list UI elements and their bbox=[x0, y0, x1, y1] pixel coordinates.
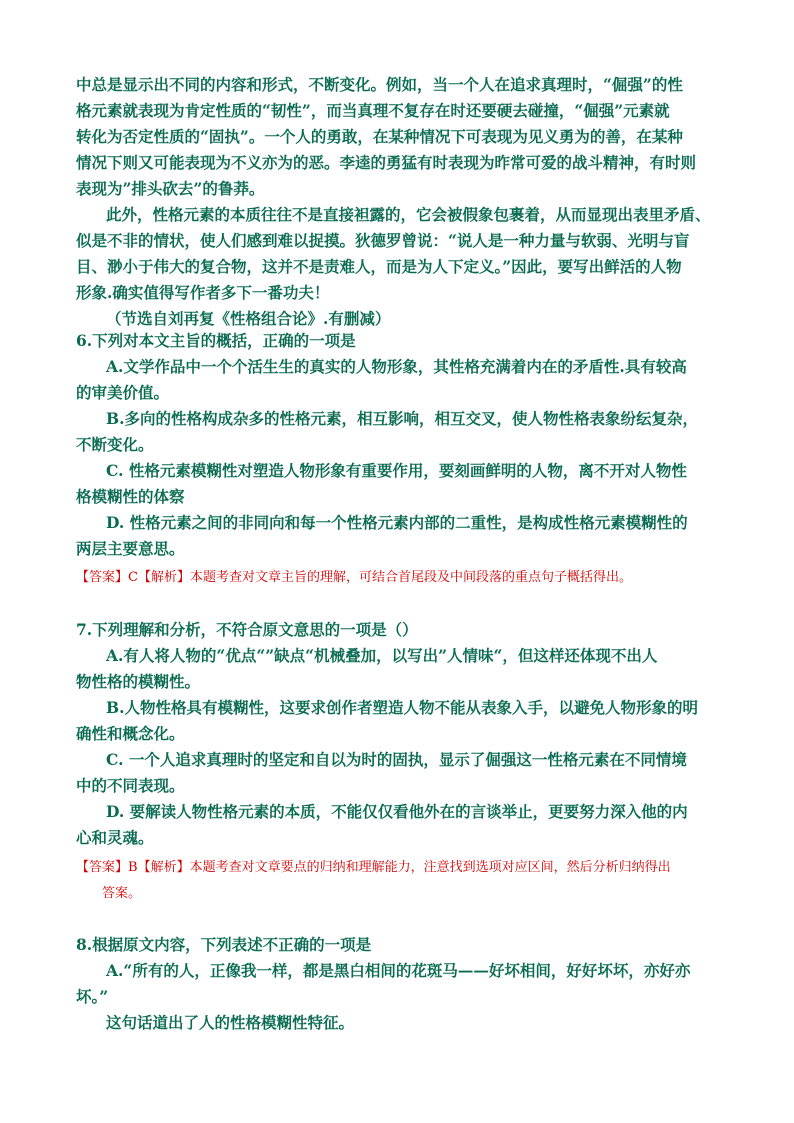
answer-letter: C bbox=[128, 570, 138, 585]
answer-6 bbox=[76, 565, 736, 591]
passage-line: 似是不非的情状，使人们感到难以捉摸。狄德罗曾说：“说人是一种力量与软弱、光明与盲 bbox=[76, 231, 690, 250]
option-b: B.人物性格具有模糊性，这要求创作者塑造人物不能从表象入手，以避免人物形象的明 bbox=[106, 698, 698, 717]
analysis-text: 本题考查对文章要点的归纳和理解能力，注意找到选项对应区间，然后分析归纳得出 bbox=[189, 860, 671, 875]
option-a-cont: 的审美价值。 bbox=[76, 383, 170, 402]
option-a: A.有人将人物的“优点“”缺点“机械叠加，以写出”人情味“，但这样还体现不出人 bbox=[106, 646, 658, 665]
option-c-cont: 格模糊性的体察 bbox=[76, 487, 185, 506]
answer-tag: 【答案】 bbox=[76, 860, 129, 875]
question-stem: 6.下列对本文主旨的概括，正确的一项是 bbox=[76, 331, 356, 350]
passage-line: 形象.确实值得写作者多下一番功夫！ bbox=[76, 283, 330, 302]
analysis-text: 本题考查对文章主旨的理解，可结合首尾段及中间段落的重点句子概括得出。 bbox=[189, 570, 632, 585]
analysis-text-cont: 答案。 bbox=[102, 886, 142, 901]
option-note: 这句话道出了人的性格模糊性特征。 bbox=[106, 1013, 355, 1032]
passage-line: 中总是显示出不同的内容和形式，不断变化。例如，当一个人在追求真理时，“倔强”的性 bbox=[76, 75, 683, 94]
option-b-cont: 确性和概念化。 bbox=[76, 724, 185, 743]
answer-letter: B bbox=[128, 860, 138, 875]
option-c-cont: 中的不同表现。 bbox=[76, 776, 185, 795]
option-b-cont: 不断变化。 bbox=[76, 435, 154, 454]
option-d-cont: 两层主要意思。 bbox=[76, 539, 185, 558]
option-a-cont: 物性格的模糊性。 bbox=[76, 672, 201, 691]
passage-line: 格元素就表现为肯定性质的“韧性”，而当真理不复存在时还要硬去碰撞，“倔强”元素就 bbox=[76, 101, 670, 120]
option-d-cont: 心和灵魂。 bbox=[76, 828, 154, 847]
analysis-tag: 【解析】 bbox=[137, 570, 190, 585]
option-a-cont: 坏。” bbox=[76, 987, 109, 1006]
passage-line: 表现为”排头砍去”的鲁莽。 bbox=[76, 179, 265, 198]
passage-line: 目、渺小于伟大的复合物，这并不是责难人，而是为人下定义。”因此，要写出鲜活的人物 bbox=[76, 257, 682, 276]
passage-line: 此外，性格元素的本质往往不是直接袒露的，它会被假象包裹着，从而显现出表里矛盾、 bbox=[106, 205, 711, 224]
answer-tag: 【答案】 bbox=[76, 570, 129, 585]
source-citation: （节选自刘再复《性格组合论》.有删减） bbox=[106, 309, 391, 328]
question-6 bbox=[76, 328, 716, 562]
question-stem: 8.根据原文内容，下列表述不正确的一项是 bbox=[76, 935, 372, 954]
analysis-tag: 【解析】 bbox=[137, 860, 190, 875]
question-8 bbox=[76, 932, 716, 1036]
option-b: B.多向的性格构成杂多的性格元素，相互影响，相互交叉，使人物性格表象纷纭复杂， bbox=[106, 409, 698, 428]
option-c: C. 一个人追求真理时的坚定和自以为时的固执，显示了倔强这一性格元素在不同情境 bbox=[106, 750, 687, 769]
passage-line: 转化为否定性质的“固执”。一个人的勇敢，在某种情况下可表现为见义勇为的善，在某种 bbox=[76, 127, 683, 146]
option-a: A.文学作品中一个个活生生的真实的人物形象，其性格充满着内在的矛盾性.具有较高 bbox=[106, 357, 687, 376]
passage bbox=[76, 72, 716, 332]
option-c: C. 性格元素模糊性对塑造人物形象有重要作用，要刻画鲜明的人物，离不开对人物性 bbox=[106, 461, 687, 480]
question-7 bbox=[76, 617, 716, 851]
option-d: D. 要解读人物性格元素的本质，不能仅仅看他外在的言谈举止，更要努力深入他的内 bbox=[106, 802, 688, 821]
question-stem: 7.下列理解和分析，不符合原文意思的一项是（） bbox=[76, 620, 418, 639]
option-a: A.“所有的人，正像我一样，都是黑白相间的花斑马——好坏相间，好好坏坏，亦好亦 bbox=[106, 961, 691, 980]
answer-7 bbox=[76, 855, 736, 907]
passage-line: 情况下则又可能表现为不义亦为的恶。李逵的勇猛有时表现为昨常可爱的战斗精神，有时则 bbox=[76, 153, 697, 172]
option-d: D. 性格元素之间的非同向和每一个性格元素内部的二重性，是构成性格元素模糊性的 bbox=[106, 513, 688, 532]
